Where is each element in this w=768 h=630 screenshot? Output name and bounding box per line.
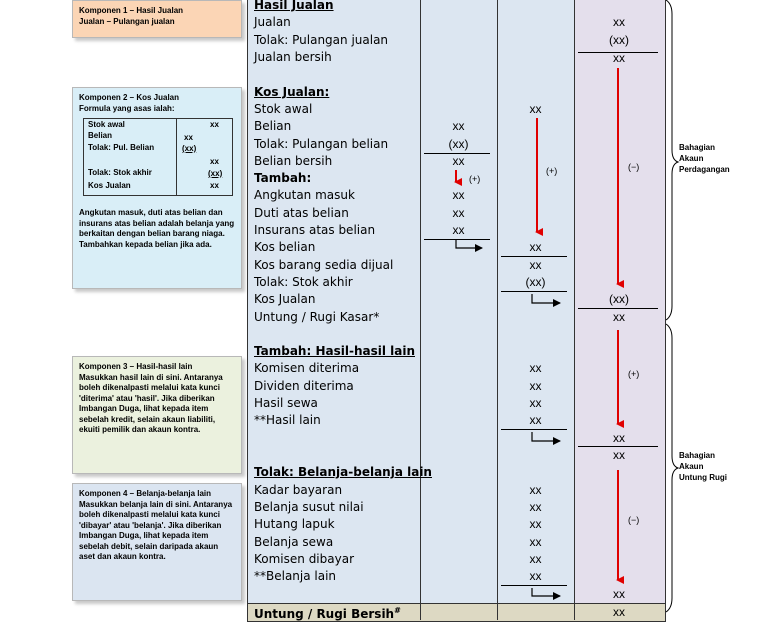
formula-val-kos-jualan: xx <box>210 181 219 190</box>
untung-rugi-line-1: Bahagian <box>679 451 716 460</box>
v3-kadar-bayaran: xx <box>529 483 542 497</box>
plus-sign-belian: (+) <box>469 174 481 184</box>
label-kos-barang-sedia-dijual: Kos barang sedia dijual <box>254 258 394 272</box>
v3-dividen-diterima: xx <box>529 379 542 393</box>
hash-mark: # <box>394 606 401 615</box>
komponen-2-formula-intro: Formula yang asas ialah: <box>79 103 175 113</box>
label-belanja-susut-nilai: Belanja susut nilai <box>254 500 364 514</box>
untung-rugi-line-3: Untung Rugi <box>679 473 727 482</box>
heading-hasil-lain: Tambah: Hasil-hasil lain <box>254 344 415 358</box>
carry-arrow-hasil-lain <box>532 432 560 441</box>
untung-rugi-line-2: Akaun <box>679 462 704 471</box>
label-jualan-bersih: Jualan bersih <box>254 50 332 64</box>
formula-row-kos-jualan: Kos Jualan <box>88 181 131 190</box>
label-komisen-diterima: Komisen diterima <box>254 361 360 375</box>
v4-hasil-lain-total: xx <box>613 431 625 445</box>
plus-sign-hasil: (+) <box>628 369 640 379</box>
v2-angkutan-masuk: xx <box>452 188 465 202</box>
label-hasil-sewa: Hasil sewa <box>254 396 318 410</box>
v4-jualan: xx <box>613 15 625 29</box>
label-tolak-pulangan-belian: Tolak: Pulangan belian <box>254 137 389 151</box>
label-kos-belian: Kos belian <box>254 240 316 254</box>
label-jualan: Jualan <box>254 15 291 29</box>
brace-perdagangan <box>666 0 678 320</box>
label-komisen-dibayar: Komisen dibayar <box>254 552 355 566</box>
v3-kos-barang: xx <box>529 258 542 272</box>
v2-duti: xx <box>452 206 465 220</box>
heading-belanja-lain: Tolak: Belanja-belanja lain <box>254 465 432 479</box>
formula-val-subtotal: xx <box>210 157 219 166</box>
formula-val-stok-akhir: (xx) <box>208 169 223 178</box>
v2-insurans: xx <box>452 223 465 237</box>
label-belanja-lain: **Belanja lain <box>254 569 337 583</box>
label-angkutan-masuk: Angkutan masuk <box>254 188 355 202</box>
label-insurans-atas-belian: Insurans atas belian <box>254 223 376 237</box>
label-belian-bersih: Belian bersih <box>254 154 333 168</box>
label-tolak-pulangan-jualan: Tolak: Pulangan jualan <box>254 33 389 47</box>
v4-jualan-bersih: xx <box>613 51 625 65</box>
v3-hasil-sewa: xx <box>529 396 542 410</box>
carry-arrow-belanja-lain <box>532 588 560 596</box>
label-kadar-bayaran: Kadar bayaran <box>254 483 343 497</box>
minus-sign-belanja: (−) <box>628 515 640 525</box>
label-kos-jualan: Kos Jualan <box>254 292 316 306</box>
formula-val-pul-belian: (xx) <box>182 144 197 153</box>
v3-hasil-lain: xx <box>529 413 542 427</box>
net-profit-text: Untung / Rugi Bersih <box>254 607 395 621</box>
label-dividen-diterima: Dividen diterima <box>254 379 354 393</box>
label-untung-rugi-kasar: Untung / Rugi Kasar* <box>254 310 380 324</box>
label-duti-atas-belian: Duti atas belian <box>254 206 349 220</box>
komponen-3-body: Masukkan hasil lain di sini. Antaranya boleh dikenalpasti melalui kata kunci 'diterima' atau 'hasil'. Jika diberikan Imbangan Duga, lihat kepada item sebelah kredit, selain akaun liabiliti, ekuiti pemilik dan akaun kontra. <box>79 372 223 434</box>
perdagangan-line-3: Perdagangan <box>679 165 730 174</box>
v4-pulangan-jualan: (xx) <box>609 33 629 47</box>
v3-belanja-lain: xx <box>529 569 542 583</box>
label-tolak-stok-akhir: Tolak: Stok akhir <box>254 275 353 289</box>
komponen-3-title: Komponen 3 – Hasil-hasil lain <box>79 362 193 371</box>
carry-arrow-kos-jualan <box>532 294 560 303</box>
carry-arrow-kos-belian <box>456 240 482 248</box>
minus-sign-perdagangan: (−) <box>628 162 640 172</box>
heading-kos-jualan: Kos Jualan: <box>254 85 330 99</box>
v3-kos-belian: xx <box>529 240 542 254</box>
v3-belanja-sewa: xx <box>529 535 542 549</box>
heading-hasil-jualan: Hasil Jualan <box>254 0 334 12</box>
label-tambah: Tambah: <box>254 171 312 185</box>
label-belian: Belian <box>254 119 292 133</box>
komponen-1-formula: Jualan – Pulangan jualan <box>79 16 175 26</box>
v4-untung-bersih: xx <box>613 605 625 619</box>
v4-kos-jualan: (xx) <box>609 292 629 306</box>
perdagangan-line-2: Akaun <box>679 154 704 163</box>
v3-susut-nilai: xx <box>529 500 542 514</box>
label-stok-awal: Stok awal <box>254 102 313 116</box>
v2-pulangan-belian: (xx) <box>448 137 469 151</box>
formula-row-stok-akhir: Tolak: Stok akhir <box>88 168 152 177</box>
v3-komisen-diterima: xx <box>529 361 542 375</box>
formula-row-stok-awal: Stok awal <box>88 120 125 129</box>
v3-stok-akhir: (xx) <box>525 275 546 289</box>
komponen-2-title: Komponen 2 – Kos Jualan <box>79 93 180 102</box>
v4-belanja-total: xx <box>613 587 625 601</box>
komponen-2-note: Angkutan masuk, duti atas belian dan insurans atas belian adalah belanja yang berkaitan dengan belian barang niaga. Tambahkan kepada belian jika ada. <box>79 208 235 249</box>
formula-row-belian: Belian <box>88 131 113 140</box>
formula-row-pul-belian: Tolak: Pul. Belian <box>88 143 155 152</box>
brace-untung-rugi <box>666 324 678 612</box>
formula-val-stok-awal: xx <box>210 120 219 129</box>
v4-untung-kasar: xx <box>613 310 625 324</box>
komponen-4-body: Masukkan belanja lain di sini. Antaranya boleh dikenalpasti melalui kata kunci 'dibayar' atau 'belanja'. Jika diberikan Imbangan Duga, lihat kepada item sebelah debit, selain daripada akaun aset dan akaun kontra. <box>79 499 233 561</box>
v3-hutang-lapuk: xx <box>529 517 542 531</box>
perdagangan-line-1: Bahagian <box>679 143 716 152</box>
plus-sign-kos: (+) <box>546 166 558 176</box>
label-hasil-lain: **Hasil lain <box>254 413 321 427</box>
v3-stok-awal: xx <box>529 102 542 116</box>
v2-belian: xx <box>452 119 465 133</box>
v3-komisen-dibayar: xx <box>529 552 542 566</box>
v2-belian-bersih: xx <box>452 154 465 168</box>
komponen-4-title: Komponen 4 – Belanja-belanja lain <box>79 489 212 498</box>
formula-val-belian: xx <box>184 133 193 142</box>
v4-subtotal: xx <box>613 448 625 462</box>
label-hutang-lapuk: Hutang lapuk <box>254 517 335 531</box>
komponen-1-title: Komponen 1 – Hasil Jualan <box>79 6 184 15</box>
label-belanja-sewa: Belanja sewa <box>254 535 334 549</box>
